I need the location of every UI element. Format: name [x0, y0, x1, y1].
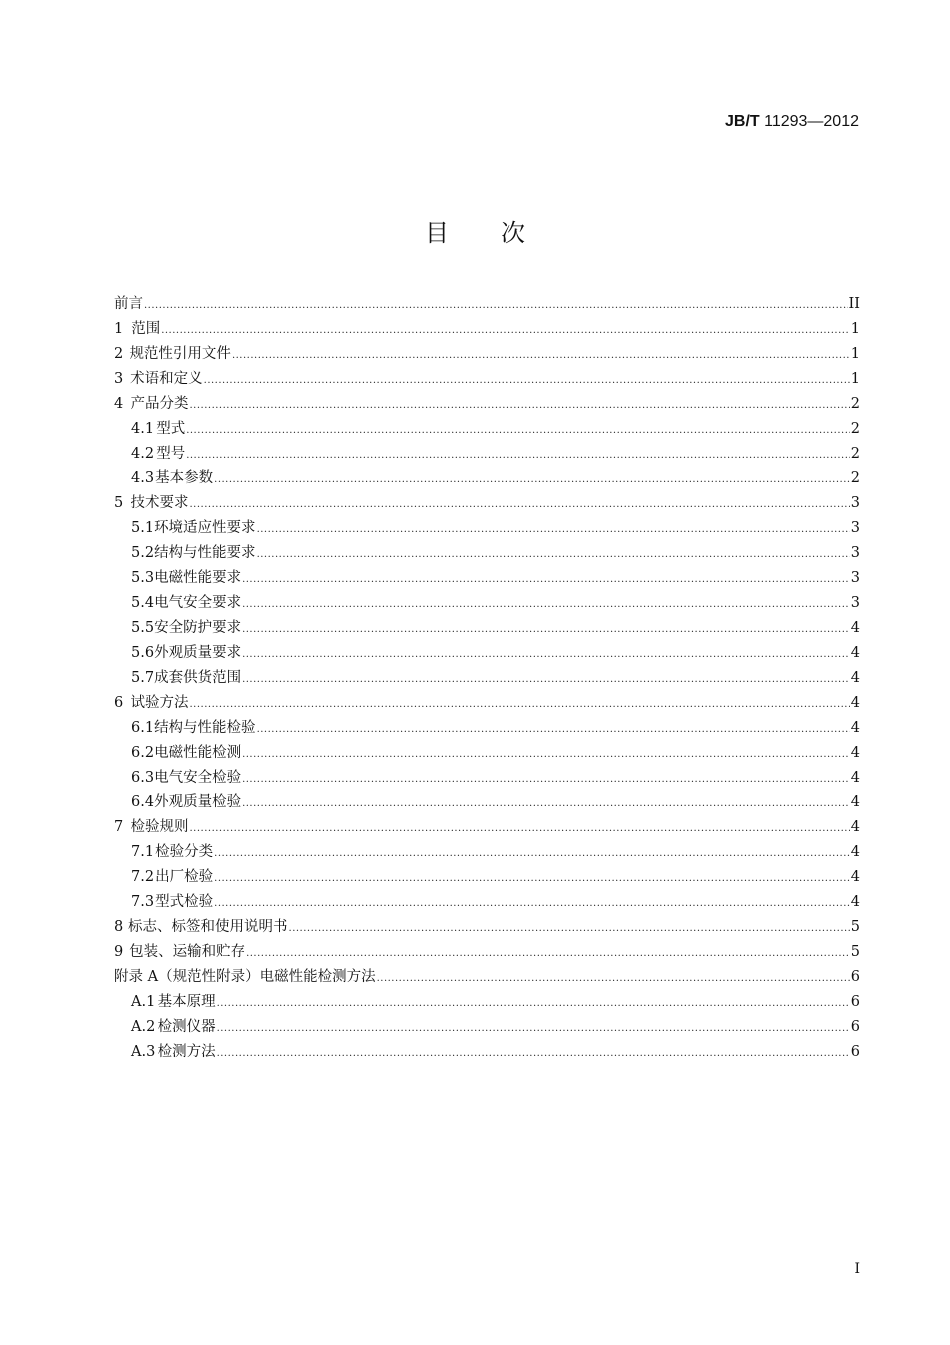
toc-entry-label: 技术要求: [130, 495, 189, 512]
toc-entry-page: 6: [850, 993, 860, 1010]
toc-leader-dots: [257, 518, 850, 543]
toc-entry[interactable]: [114, 317, 860, 342]
toc-leader-dots: [217, 1042, 850, 1067]
toc-leader-dots: [242, 593, 850, 618]
toc-entry-label: 附录 A（规范性附录）电磁性能检测方法: [114, 968, 376, 985]
toc-entry-page: 4: [850, 644, 860, 661]
toc-leader-dots: [144, 294, 848, 319]
page-number: I: [854, 1261, 860, 1277]
toc-entry-page: II: [848, 296, 860, 312]
toc-entry-label: 型式检验: [155, 894, 214, 911]
toc-entry[interactable]: [114, 865, 860, 890]
toc-entry-label: 前言: [114, 296, 143, 312]
toc-entry[interactable]: [114, 641, 860, 666]
toc-entry[interactable]: [114, 516, 860, 541]
toc-entry-number: 5.5: [131, 619, 155, 636]
toc-entry-page: 4: [850, 794, 860, 811]
toc-entry-page: 1: [850, 320, 860, 337]
toc-entry-label: 型式: [156, 420, 186, 437]
toc-entry-label: 基本原理: [157, 993, 216, 1010]
toc-entry-label: 基本参数: [155, 470, 214, 487]
toc-entry-page: 4: [850, 844, 860, 861]
toc-entry-label: 试验方法: [130, 694, 189, 711]
toc-entry-label: 成套供货范围: [154, 669, 242, 686]
toc-entry-number: 7.1: [131, 844, 155, 861]
toc-entry-number: 9: [114, 943, 124, 960]
toc-leader-dots: [214, 842, 850, 867]
toc-entry-number: 4.3: [131, 470, 155, 487]
toc-entry[interactable]: [114, 766, 860, 791]
toc-entry-label: 出厂检验: [155, 869, 214, 886]
toc-entry[interactable]: [114, 1040, 860, 1065]
toc-entry-number: 8: [114, 919, 124, 936]
toc-leader-dots: [257, 543, 850, 568]
toc-entry-page: 3: [850, 495, 860, 512]
toc-entry-number: 7.2: [131, 869, 155, 886]
toc-leader-dots: [242, 792, 850, 817]
toc-leader-dots: [242, 643, 850, 668]
toc-leader-dots: [186, 419, 850, 444]
toc-entry-page: 3: [850, 570, 860, 587]
toc-entry-number: 5.3: [131, 570, 155, 587]
toc-entry[interactable]: [114, 716, 860, 741]
toc-entry-page: 2: [850, 395, 860, 412]
toc-leader-dots: [217, 1017, 850, 1042]
toc-entry-number: 6.2: [131, 744, 155, 761]
toc-entry-label: 产品分类: [130, 395, 189, 412]
toc-leader-dots: [214, 892, 850, 917]
toc-entry[interactable]: [114, 566, 860, 591]
table-of-contents: [114, 292, 860, 1065]
toc-entry-label: 检验分类: [155, 844, 214, 861]
toc-entry-label: 型号: [156, 445, 186, 462]
toc-leader-dots: [257, 718, 850, 743]
toc-entry-label: 电磁性能要求: [154, 570, 242, 587]
toc-entry-page: 6: [850, 1043, 860, 1060]
toc-leader-dots: [204, 369, 850, 394]
toc-leader-dots: [242, 743, 850, 768]
toc-entry[interactable]: [114, 940, 860, 965]
toc-leader-dots: [186, 444, 850, 469]
toc-entry-page: 4: [850, 694, 860, 711]
toc-leader-dots: [190, 817, 850, 842]
toc-entry-label: 电气安全要求: [154, 595, 242, 612]
toc-entry-label: 电磁性能检测: [154, 744, 242, 761]
toc-entry-number: 4.2: [131, 445, 155, 462]
toc-entry-page: 4: [850, 669, 860, 686]
toc-entry-number: 5.2: [131, 545, 155, 562]
toc-entry-number: 7: [114, 819, 124, 836]
toc-leader-dots: [214, 468, 850, 493]
toc-entry[interactable]: [114, 417, 860, 442]
toc-entry-number: 4: [114, 395, 124, 412]
toc-leader-dots: [190, 493, 850, 518]
toc-entry-page: 5: [850, 943, 860, 960]
toc-entry[interactable]: [114, 666, 860, 691]
toc-entry-page: 2: [850, 445, 860, 462]
standard-code: [725, 113, 859, 131]
toc-entry-page: 1: [850, 345, 860, 362]
toc-entry-page: 3: [850, 595, 860, 612]
toc-entry-number: A.2: [131, 1018, 156, 1035]
toc-leader-dots: [242, 618, 850, 643]
toc-entry-number: 5.4: [131, 595, 155, 612]
toc-entry[interactable]: [114, 591, 860, 616]
toc-entry-page: 4: [850, 819, 860, 836]
toc-entry[interactable]: [114, 491, 860, 516]
toc-entry-number: 7.3: [131, 894, 155, 911]
toc-entry-number: 6: [114, 694, 124, 711]
toc-entry[interactable]: [114, 815, 860, 840]
toc-entry-number: A.3: [131, 1043, 156, 1060]
toc-entry[interactable]: [114, 392, 860, 417]
toc-entry-label: 环境适应性要求: [154, 520, 256, 537]
toc-entry[interactable]: [114, 915, 860, 940]
toc-entry-number: 5.7: [131, 669, 155, 686]
toc-leader-dots: [217, 992, 850, 1017]
toc-entry-label: 术语和定义: [130, 370, 203, 387]
standard-code-number: 11293—2012: [759, 113, 859, 130]
toc-entry-number: 5: [114, 495, 124, 512]
standard-code-prefix: JB/T: [724, 113, 760, 130]
toc-leader-dots: [161, 319, 850, 344]
toc-entry-page: 5: [850, 919, 860, 936]
toc-entry-number: 4.1: [131, 420, 155, 437]
toc-leader-dots: [214, 867, 850, 892]
toc-entry[interactable]: [114, 367, 860, 392]
toc-entry[interactable]: [114, 342, 860, 367]
toc-leader-dots: [242, 668, 850, 693]
toc-entry-page: 3: [850, 520, 860, 537]
toc-entry[interactable]: [114, 741, 860, 766]
toc-entry-page: 4: [850, 719, 860, 736]
toc-entry-label: 结构与性能检验: [154, 719, 256, 736]
toc-entry-page: 3: [850, 545, 860, 562]
toc-entry-page: 2: [850, 420, 860, 437]
toc-entry[interactable]: [114, 890, 860, 915]
toc-entry[interactable]: [114, 292, 860, 317]
toc-entry-number: A.1: [131, 993, 156, 1010]
toc-entry-number: 1: [114, 320, 124, 337]
toc-leader-dots: [190, 693, 850, 718]
toc-entry-number: 5.6: [131, 644, 155, 661]
toc-entry-label: 检测仪器: [157, 1018, 216, 1035]
toc-entry-number: 5.1: [131, 520, 155, 537]
toc-entry-label: 外观质量要求: [154, 644, 242, 661]
toc-entry-page: 1: [850, 370, 860, 387]
toc-entry-page: 4: [850, 894, 860, 911]
toc-entry[interactable]: [114, 616, 860, 641]
toc-entry[interactable]: [114, 1015, 860, 1040]
toc-entry-label: 结构与性能要求: [154, 545, 256, 562]
toc-entry[interactable]: [114, 840, 860, 865]
page-title: 目次: [425, 219, 577, 247]
toc-entry-label: 范围: [131, 320, 161, 337]
toc-entry-label: 检验规则: [130, 819, 189, 836]
toc-entry-number: 6.4: [131, 794, 155, 811]
toc-entry-label: 标志、标签和使用说明书: [128, 919, 288, 936]
toc-entry[interactable]: [114, 691, 860, 716]
toc-entry-label: 电气安全检验: [154, 769, 242, 786]
toc-entry[interactable]: [114, 990, 860, 1015]
toc-entry-page: 6: [850, 1018, 860, 1035]
toc-entry[interactable]: [114, 466, 860, 491]
toc-entry[interactable]: [114, 965, 860, 990]
toc-entry-number: 6.1: [131, 719, 155, 736]
toc-entry-label: 包装、运输和贮存: [129, 943, 246, 960]
toc-entry-label: 安全防护要求: [154, 619, 242, 636]
toc-entry-page: 4: [850, 769, 860, 786]
toc-entry-page: 4: [850, 869, 860, 886]
toc-leader-dots: [246, 942, 850, 967]
toc-entry-page: 2: [850, 470, 860, 487]
toc-entry-label: 规范性引用文件: [129, 345, 231, 362]
toc-entry[interactable]: [114, 442, 860, 467]
toc-entry[interactable]: [114, 790, 860, 815]
toc-leader-dots: [242, 568, 850, 593]
toc-entry-page: 4: [850, 744, 860, 761]
toc-entry-page: 4: [850, 619, 860, 636]
toc-entry[interactable]: [114, 541, 860, 566]
toc-leader-dots: [242, 768, 850, 793]
toc-leader-dots: [190, 394, 850, 419]
toc-entry-label: 外观质量检验: [154, 794, 242, 811]
toc-entry-number: 2: [114, 345, 124, 362]
toc-entry-page: 6: [850, 968, 860, 985]
toc-leader-dots: [377, 967, 850, 992]
toc-entry-number: 6.3: [131, 769, 155, 786]
toc-entry-label: 检测方法: [157, 1043, 216, 1060]
toc-entry-number: 3: [114, 370, 124, 387]
toc-leader-dots: [232, 344, 850, 369]
toc-leader-dots: [289, 917, 850, 942]
